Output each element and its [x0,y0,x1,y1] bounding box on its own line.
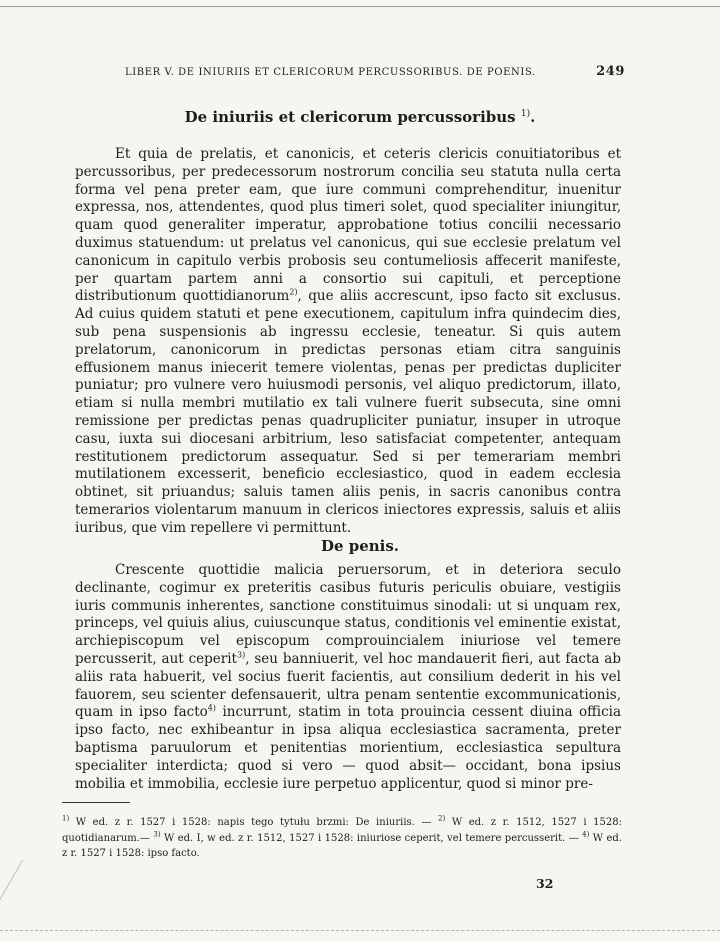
paragraph-text-cont: , que aliis accrescunt, ipso facto sit exclusus. Ad cuius quidem statuti et pene executionem, capitulum infra quindecim dies, sub pena suspensionis ab ingressu ecclesie, teneatur. Si quis autem prelatorum, canonicorum in predictas personas etiam citra sanguinis effusionem manus iniecerit temere violentas, penas per predictas dupliciter puniatur; pro vulnere vero huiusmodi personis, vel aliquo predictorum, illato, etiam si nulla membri mutilatio ex tali vulnere fuerit subsecuta, sine omni remissione per predictas penas quadrupliciter puniatur, insuper in utroque casu, iuxta sui diocesani arbitrium, leso satisfaciat competenter, antequam restitutionem predictorum assequatur. Sed si per temerariam membri mutilationem excesserit, beneficio ecclesiastico, quod in eadem ecclesia obtinet, sit priuandus; saluis tamen aliis penis, in sacris canonibus contra temerarios violentarum manuum in clericos iniectores expressis, saluis et aliis iuribus, que vim repellere vi permittunt. [75,288,622,536]
footnote-mark: 4) [582,830,590,839]
page-edge-top [0,6,720,7]
paragraph-iniuriis [75,146,621,538]
paragraph-penis [75,562,621,793]
section-title-iniuriis: De iniuriis et clericorum percussoribus $^{1)}$. [184,108,536,126]
footnote-ref: 1) [520,109,531,119]
paragraph-text-cont: , seu banniuerit, vel hoc mandauerit fieri, aut facta ab aliis rata habuerit, vel socius fuerit facientis, aut consilium dederit in his vel fauorem, seu scienter defensauerit, ultra penam sententie excommunicationis, quam in ipso facto [75,650,621,721]
page-edge-left [0,860,53,930]
paragraph-text: Crescente quottidie malicia peruersorum, et in deteriora seculo declinante, cogimur ex preteritis casibus futuris periculis obuiare, vestigiis iuris communis inherentes, sanctione constituimus sinodali: ut si unquam rex, princeps, vel quiuis alius, cuiuscunque status, conditionis vel eminentie existat, archiepiscopum vel episcopum comprouincialem iniuriose vel temere percusserit, aut ceperit [75,562,621,667]
footnote-mark: 3) [153,830,161,839]
section-title-text: De iniuriis et clericorum percussoribus [184,108,516,126]
footnote-ref: 3) [236,650,246,660]
running-title: LIBER V. DE INIURIIS ET CLERICORUM PERCUSSORIBUS. DE POENIS. [125,67,536,78]
page-edge-bottom [0,930,720,931]
footnote-text: W ed. z r. 1527 i 1528: napis tego tytułu brzmi: De iniuriis. — [69,817,439,828]
paragraph-text-cont: incurrunt, statim in tota prouincia cessent diuina officia ipso facto, nec exhibeantur in ipsa aliqua ecclesiastica sacramenta, preter baptisma paruulorum et penitentias morientium, ecclesiastica sepultura specialiter interdicta; quod si vero — quod absit— occidant, bona ipsius mobilia et immobilia, ecclesie iure perpetuo applicentur, quod si minor pre- [75,704,621,792]
footnote-mark: 2) [438,814,446,823]
section-title-penis: De penis. [320,537,400,555]
footnote-text: W ed. z r. 1512, 1527 i 1528: quotidianarum.— [62,817,622,844]
sheet-signature: 32 [536,876,554,891]
footnote-rule [62,802,130,803]
footnotes [62,815,622,862]
footnote-ref: 2) [289,287,298,297]
running-head [125,64,625,79]
footnote-mark: 1) [62,814,70,823]
footnote-text: W ed. I, w ed. z r. 1512, 1527 i 1528: iniuriose ceperit, vel temere percusserit. — [160,832,583,844]
page-number: 249 [596,64,625,79]
footnote-ref: 4) [207,703,216,713]
paragraph-text: Et quia de prelatis, et canonicis, et ceteris clericis conuitiatoribus et percussoribus, per predecessorum nostrorum concilia seu statuta nulla certa forma vel pena preter eam, que iure communi comprehenditur, inuenitur expressa, nos, attendentes, quod plus timeri solet, quod specialiter iniungitur, quam quod generaliter imperatur, approbatione totius concilii necessario duximus statuendum: ut prelatus vel canonicus, qui sue ecclesie prelatum vel canonicum in capitulo verbis probosis seu contumeliosis affecerit manifeste, per quartam partem anni a consortio sui capituli, et perceptione distributionum quottidianorum [75,146,621,305]
footnote-text: W ed. z r. 1527 i 1528: ipso facto. [62,832,622,859]
